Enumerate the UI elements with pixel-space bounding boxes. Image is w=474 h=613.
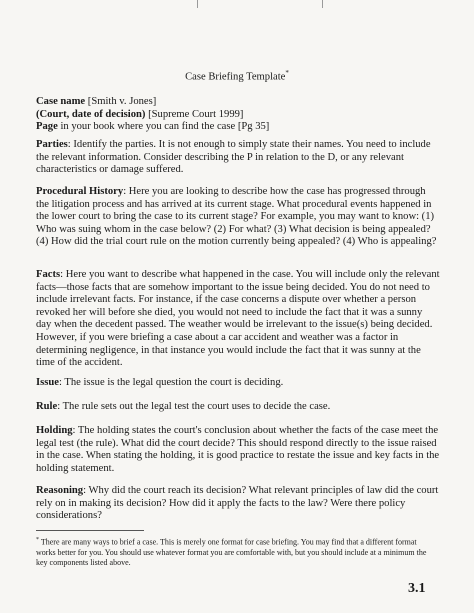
scan-edge-mark: [197, 0, 198, 8]
issue-text: : The issue is the legal question the court is deciding.: [58, 377, 284, 388]
procedural-history-label: Procedural History: [36, 186, 124, 197]
court-label: (Court, date of decision): [36, 108, 146, 120]
procedural-history-text: : Here you are looking to describe how the case has progressed through the litigation process and has arrived at its current stage. What procedural events happened in the lower court to bring the case to its current stage? For example, you may want to know: (1) Who was suing whom in the case below? (2) For what? (3) What decision is being appealed? (4) How did the trial court rule on the motion currently being appealed? (4) Who is appealing?: [36, 186, 437, 248]
facts-label: Facts: [36, 269, 61, 280]
facts-section: [36, 269, 440, 370]
reasoning-label: Reasoning: [36, 485, 84, 496]
reasoning-text: : Why did the court reach its decision? What relevant principles of law did the court rely on in making its decision? How did it apply the facts to the law? Were there policy considerations?: [36, 485, 439, 522]
holding-section: [36, 425, 440, 475]
court-line: [36, 109, 440, 122]
footnote: [36, 535, 436, 568]
page-ref-label: Page: [36, 121, 58, 133]
case-header: [36, 96, 440, 134]
issue-section: [36, 377, 440, 390]
page-ref-line: [36, 121, 440, 134]
holding-text: : The holding states the court's conclusion about whether the facts of the case meet the legal test (the rule). What did the court decide? This should respond directly to the issue raised in the case. When stating the holding, it is good practice to restate the issue and key facts in the holding statement.: [36, 425, 440, 474]
issue-label: Issue: [36, 377, 59, 388]
page-ref-value: in your book where you can find the case [Pg 35]: [60, 121, 270, 133]
rule-text: : The rule sets out the legal test the court uses to decide the case.: [57, 401, 331, 412]
footnote-text: There are many ways to brief a case. This is merely one format for case briefing. You may find that a different format works better for you. You should use whatever format you are comfortable with, but you should include at a minimum the key components listed above.: [36, 537, 427, 568]
title-footnote-marker: *: [285, 69, 289, 77]
parties-section: [36, 139, 440, 177]
parties-text: : Identify the parties. It is not enough to simply state their names. You need to include the relevant information. Consider describing the P in relation to the D, or any relevant characteristics or damage suffered.: [36, 139, 431, 176]
footnote-marker: *: [36, 537, 39, 543]
title-text: Case Briefing Template: [185, 71, 286, 83]
case-name-line: [36, 96, 440, 109]
reasoning-section: [36, 485, 440, 523]
case-name-value: [Smith v. Jones]: [87, 96, 157, 107]
page-number: 3.1: [408, 581, 426, 596]
footnote-divider: [36, 530, 144, 531]
facts-text: : Here you want to describe what happened in the case. You will include only the relevant facts—those facts that are somehow important to the issue being decided. You do not need to include irrelevant facts. For instance, if the case concerns a dispute over whether a person revoked her will before she died, you would not need to include the fact that it was a sunny day when the decedent passed. The weather would be irrelevant to the issue(s) being decided. However, if you were briefing a case about a car accident and weather was a factor in determining negligence, in that instance you would include the fact that it was sunny at the time of the accident.: [36, 269, 440, 369]
case-name-label: Case name: [36, 96, 86, 107]
rule-section: [36, 401, 440, 414]
parties-label: Parties: [36, 139, 68, 150]
scan-edge-mark: [322, 0, 323, 8]
page-title: [0, 67, 474, 84]
rule-label: Rule: [36, 401, 58, 412]
court-value: [Supreme Court 1999]: [148, 108, 244, 120]
procedural-history-section: [36, 186, 440, 249]
holding-label: Holding: [36, 425, 73, 436]
